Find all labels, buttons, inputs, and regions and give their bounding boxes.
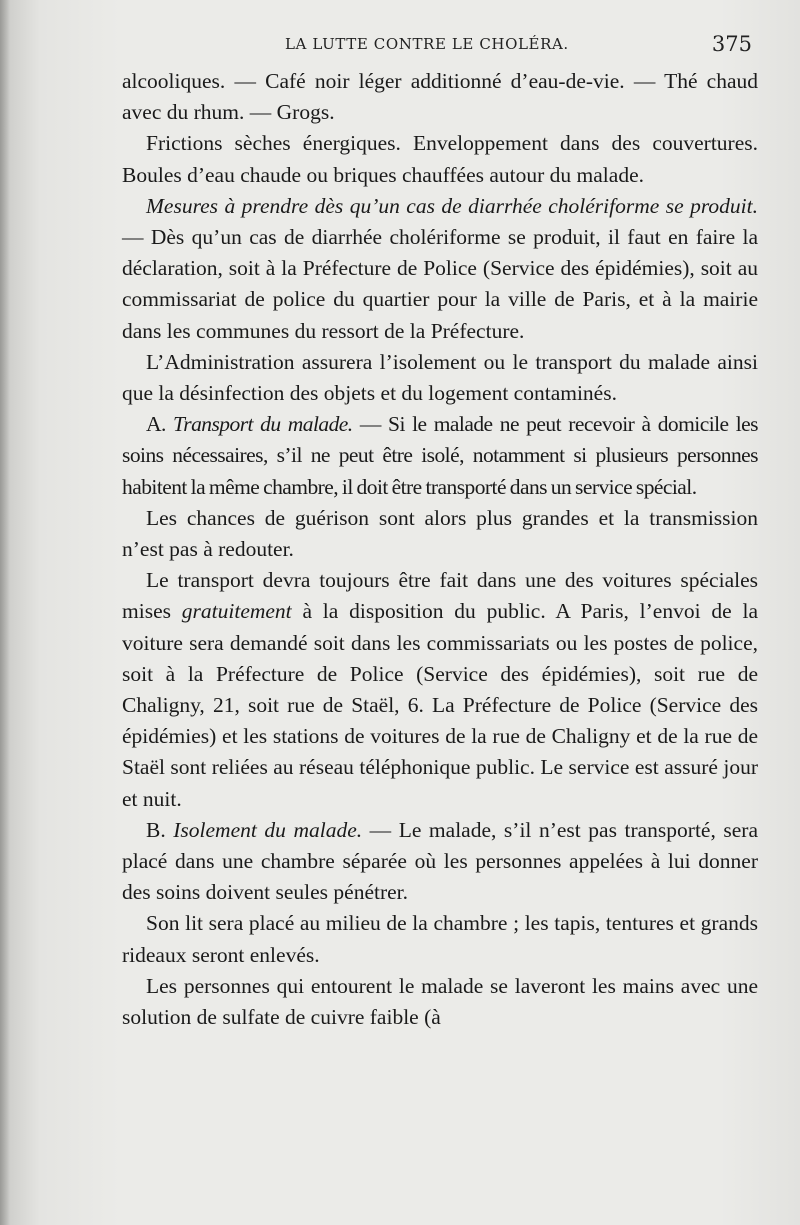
paragraph-isolation	[122, 815, 758, 909]
paragraph-text: Frictions sèches énergiques. Enveloppement dans des couvertures. Boules d’eau chaude ou briques chauffées autour du malade.	[122, 131, 758, 187]
paragraph-text: Le transport devra toujours être fait dans une des voitures spéciales mises	[122, 568, 758, 624]
paragraph-hand-washing	[122, 971, 758, 1033]
section-heading: Transport du malade.	[173, 412, 353, 437]
paragraph-frictions	[122, 128, 758, 190]
running-head: LA LUTTE CONTRE LE CHOLÉRA.	[285, 35, 569, 53]
page-gutter-shadow	[0, 0, 10, 1225]
page-header	[0, 32, 800, 58]
paragraph-vehicles	[122, 565, 758, 815]
body-text	[122, 66, 758, 1033]
page-number: 375	[711, 32, 752, 56]
paragraph-text: Les chances de guérison sont alors plus grandes et la transmission n’est pas à redouter.	[122, 505, 758, 562]
paragraph-text: — Dès qu’un cas de diarrhée cholériforme se produit, il faut en faire la déclaration, soit à la Préfecture de Police (Service des épidémies), soit au commissariat de police du quartier pour la ville de Paris, et à la mairie dans les communes du ressort de la Préfecture.	[122, 225, 758, 343]
paragraph-text: — Si le malade ne peut recevoir à domicile les soins nécessaires, s’il ne peut être isolé, notamment si plusieurs personnes habitent la même chambre, il doit être transporté dans un service spécial.	[122, 412, 758, 499]
paragraph-text: L’Administration assurera l’isolement ou le transport du malade ainsi que la désinfection des objets et du logement contaminés.	[122, 349, 758, 406]
paragraph-transport	[122, 409, 758, 503]
section-label: B.	[146, 817, 174, 842]
paragraph-measures	[122, 191, 758, 347]
section-heading: Mesures à prendre dès qu’un cas de diarrhée cholériforme se produit.	[146, 193, 758, 218]
paragraph-text: Les personnes qui entourent le malade se laveront les mains avec une solution de sulfate de cuivre faible (à	[122, 973, 758, 1030]
paragraph-bed	[122, 908, 758, 970]
paragraph-text: Son lit sera placé au milieu de la chambre ; les tapis, tentures et grands rideaux seront enlevés.	[122, 911, 758, 967]
paragraph-chances	[122, 503, 758, 565]
emphasis-text: gratuitement	[181, 599, 292, 624]
section-heading: Isolement du malade.	[173, 817, 363, 842]
paragraph-alcohol	[122, 66, 758, 128]
paragraph-text: à la disposition du public. A Paris, l’envoi de la voiture sera demandé soit dans les commissariats ou les postes de police, soit à la Préfecture de Police (Service des épidémies), soit rue de Chaligny, 21, soit rue de Staël, 6. La Préfecture de Police (Service des épidémies) et les stations de voitures de la rue de Chaligny et de la rue de Staël sont reliées au réseau téléphonique public. Le service est assuré jour et nuit.	[122, 599, 758, 811]
paragraph-text: — Le malade, s’il n’est pas transporté, sera placé dans une chambre séparée où les personnes appelées à lui donner des soins doivent seules pénétrer.	[122, 817, 758, 905]
section-label: A.	[146, 412, 174, 437]
paragraph-administration	[122, 347, 758, 409]
paragraph-text: alcooliques. — Café noir léger additionné d’eau-de-vie. — Thé chaud avec du rhum. — Grogs.	[122, 69, 758, 125]
